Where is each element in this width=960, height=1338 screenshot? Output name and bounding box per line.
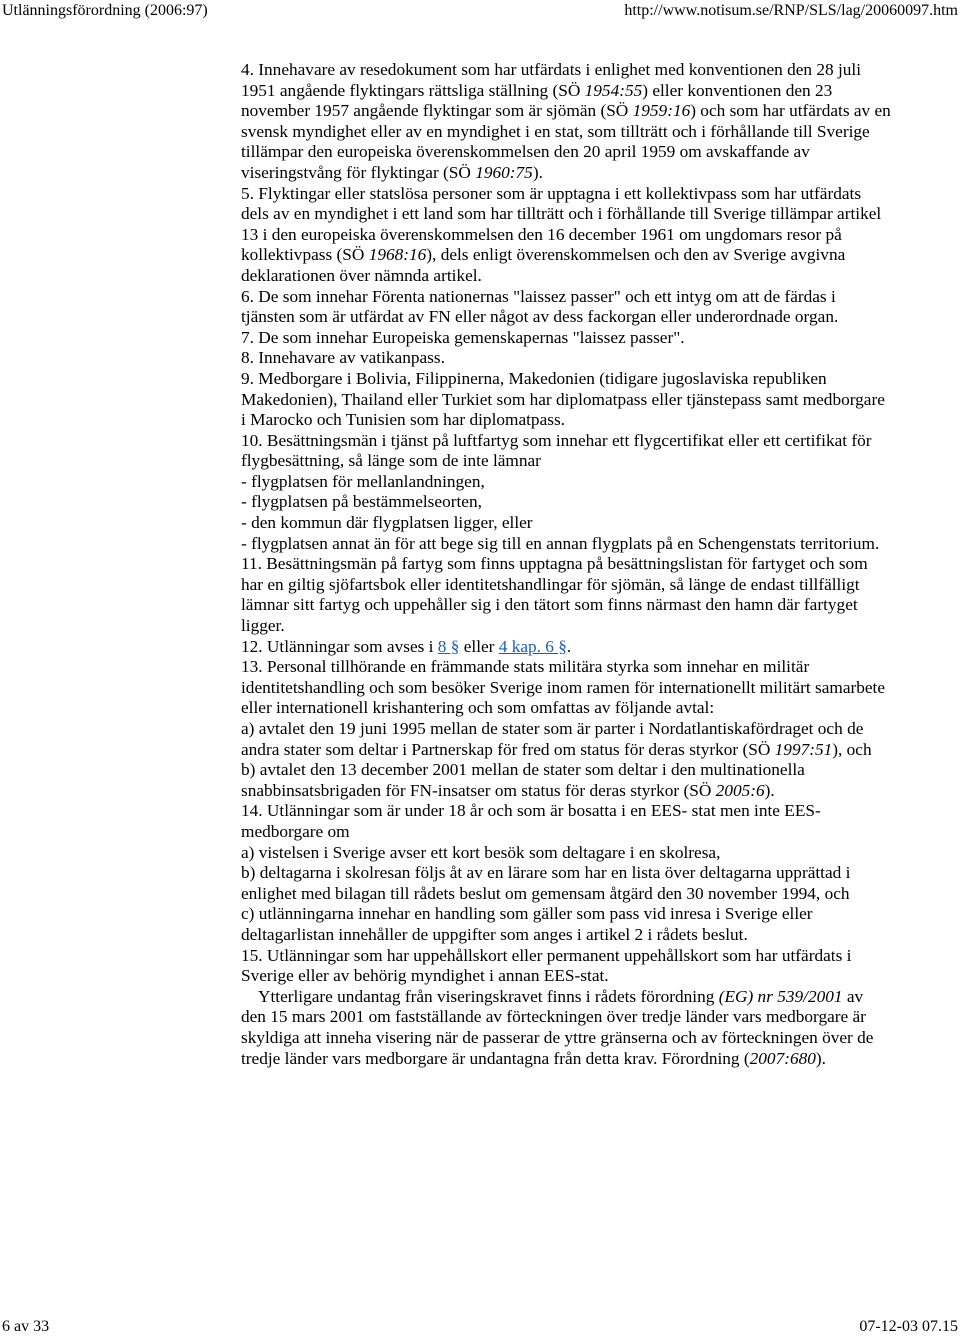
page-number: 6 av 33 bbox=[2, 1318, 50, 1335]
item-9: 9. Medborgare i Bolivia, Filippinerna, Makedonien (tidigare jugoslaviska republiken Makedonien), Thailand eller Turkiet som har diplomatpass eller tjänstepass samt medborgare i Marocko och Tunisien som har diplomatpass. bbox=[241, 368, 885, 430]
item-10-dash-4: - flygplatsen annat än för att bege sig till en annan flygplats på en Schengenstats territorium. bbox=[241, 533, 880, 553]
item-13: 13. Personal tillhörande en främmande stats militära styrka som innehar en militär identitetshandling och som besöker Sverige inom ramen för internationellt militärt samarbete eller internationell krishantering och som omfattas av följande avtal: bbox=[241, 657, 886, 718]
item-4: 4. Innehavare av resedokument som har utfärdats i enlighet med konventionen den 28 juli 1951 angående flyktingars rättsliga ställning (SÖ 1954:55) eller konventionen den 23 november 1957 angående flyktingar som är sjömän (SÖ 1959:16) och som har utfärdats av en svensk myndighet eller av en myndighet i en stat, som tillträtt och i förhållande till Sverige tillämpar den europeiska överenskommelsen den 20 april 1959 om avskaffande av viseringstvång för flyktingar (SÖ 1960:75). bbox=[241, 60, 891, 182]
document-title: Utlänningsförordning (2006:97) bbox=[2, 2, 208, 19]
item-13-b: b) avtalet den 13 december 2001 mellan de stater som deltar i den multinationella snabbinsatsbrigaden för FN-insatser om status för deras styrkor (SÖ 2005:6). bbox=[241, 760, 805, 800]
item-10-dash-1: - flygplatsen för mellanlandningen, bbox=[241, 471, 485, 491]
item-15: 15. Utlänningar som har uppehållskort eller permanent uppehållskort som har utfärdats i Sverige eller av behörig myndighet i annan EES-stat. bbox=[241, 945, 852, 986]
document-body bbox=[241, 60, 891, 1069]
item-8: 8. Innehavare av vatikanpass. bbox=[241, 348, 445, 368]
link-8-paragraf[interactable]: 8 § bbox=[437, 636, 460, 656]
item-12: 12. Utlänningar som avses i 8 § eller 4 kap. 6 §. bbox=[241, 636, 572, 656]
item-5: 5. Flyktingar eller statslösa personer som är upptagna i ett kollektivpass som har utfärdats dels av en myndighet i ett land som har tillträtt och i förhållande till Sverige tillämpar artikel 13 i den europeiska överenskommelsen den 16 december 1961 om ungdomars resor på kollektivpass (SÖ 1968:16), dels enligt överenskommelsen och den av Sverige avgivna deklarationen över nämnda artikel. bbox=[241, 183, 882, 285]
item-10-dash-2: - flygplatsen på bestämmelseorten, bbox=[241, 492, 482, 512]
item-6: 6. De som innehar Förenta nationernas "laissez passer" och ett intyg om att de färdas i tjänsten som är utfärdat av FN eller något av dess fackorgan eller underordnade organ. bbox=[241, 286, 839, 327]
link-4-kap-6-paragraf[interactable]: 4 kap. 6 § bbox=[498, 636, 567, 656]
item-14-c: c) utlänningarna innehar en handling som gäller som pass vid inresa i Sverige eller deltagarlistan innehåller de uppgifter som anges i artikel 2 i rådets beslut. bbox=[241, 904, 813, 944]
item-10-dash-3: - den kommun där flygplatsen ligger, eller bbox=[241, 513, 533, 533]
closing-paragraph: Ytterligare undantag från viseringskravet finns i rådets förordning (EG) nr 539/2001 av den 15 mars 2001 om fastställande av förteckningen över tredje länder vars medborgare är skyldiga att inneha visering när de passerar de yttre gränserna och av förteckningen över de tredje länder vars medborgare är undantagna från detta krav. Förordning (2007:680). bbox=[241, 986, 874, 1068]
item-13-a: a) avtalet den 19 juni 1995 mellan de stater som är parter i Nordatlantiskafördraget och de andra stater som deltar i Partnerskap för fred om status för deras styrkor (SÖ 1997:51), och bbox=[241, 719, 872, 759]
item-14-a: a) vistelsen i Sverige avser ett kort besök som deltagare i en skolresa, bbox=[241, 842, 721, 862]
item-11: 11. Besättningsmän på fartyg som finns upptagna på besättningslistan för fartyget och som har en giltig sjöfartsbok eller identitetshandlingar för sjömän, så länge de endast tillfälligt lämnar sitt fartyg och uppehåller sig i den tätort som finns närmast den hamn där fartyget ligger. bbox=[241, 554, 868, 636]
print-timestamp: 07-12-03 07.15 bbox=[859, 1318, 958, 1335]
item-14-b: b) deltagarna i skolresan följs åt av en lärare som har en lista över deltagarna upprättad i enlighet med bilagan till rådets beslut om gemensam åtgärd den 30 november 1994, och bbox=[241, 863, 851, 903]
item-7: 7. De som innehar Europeiska gemenskapernas "laissez passer". bbox=[241, 327, 685, 347]
page-url: http://www.notisum.se/RNP/SLS/lag/20060097.htm bbox=[624, 2, 958, 19]
item-14: 14. Utlänningar som är under 18 år och som är bosatta i en EES- stat men inte EES-medborgare om bbox=[241, 801, 821, 841]
item-10: 10. Besättningsmän i tjänst på luftfartyg som innehar ett flygcertifikat eller ett certifikat för flygbesättning, så länge som de inte lämnar bbox=[241, 430, 872, 471]
